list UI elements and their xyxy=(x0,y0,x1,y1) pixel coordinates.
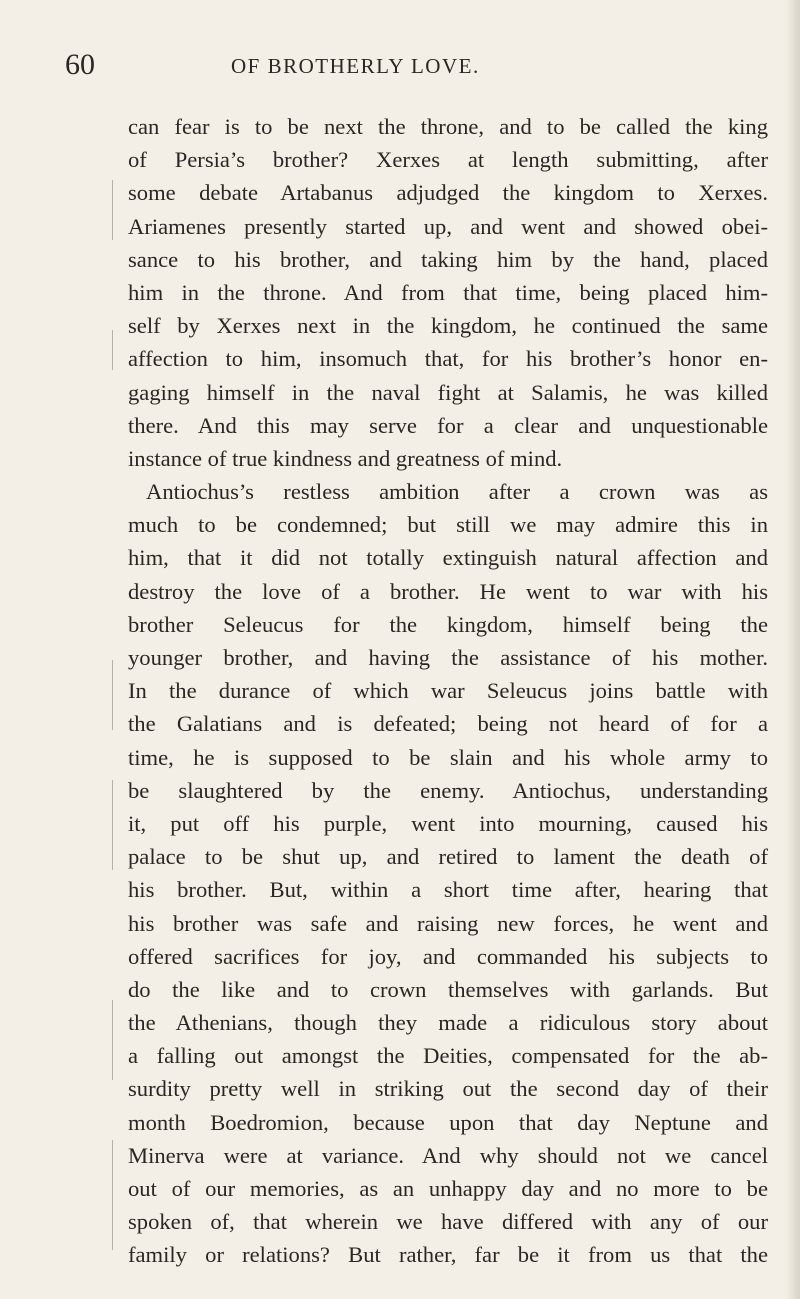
text-line: there. And this may serve for a clear and unquestionable xyxy=(128,412,768,438)
text-line: family or relations? But rather, far be it from us that the xyxy=(128,1242,768,1268)
text-line: brother Seleucus for the kingdom, himself being the xyxy=(128,611,768,637)
text-line: destroy the love of a brother. He went to war with his xyxy=(128,578,768,604)
text-line: his brother was safe and raising new forces, he went and xyxy=(128,910,768,936)
text-line: can fear is to be next the throne, and to be called the king xyxy=(128,114,768,139)
text-line: surdity pretty well in striking out the second day of their xyxy=(128,1076,768,1102)
text-line: self by Xerxes next in the kingdom, he continued the same xyxy=(128,313,768,339)
text-line: Minerva were at variance. And why should not we cancel xyxy=(128,1142,768,1168)
text-line: palace to be shut up, and retired to lament the death of xyxy=(128,844,768,870)
text-line: much to be condemned; but still we may admire this in xyxy=(128,512,768,538)
text-line: instance of true kindness and greatness of mind. xyxy=(128,445,563,471)
gutter-marks xyxy=(112,180,122,1250)
text-line: offered sacrifices for joy, and commanded his subjects to xyxy=(128,943,768,969)
text-line: Antiochus’s restless ambition after a crown was as xyxy=(146,479,768,505)
running-title: OF BROTHERLY LOVE. xyxy=(231,54,480,78)
text-line: his brother. But, within a short time after, hearing that xyxy=(128,877,768,903)
text-line: In the durance of which war Seleucus joins battle with xyxy=(128,678,768,704)
text-line: sance to his brother, and taking him by the hand, placed xyxy=(128,246,768,272)
running-head xyxy=(65,48,745,88)
page-number: 60 xyxy=(65,48,95,81)
text-line: be slaughtered by the enemy. Antiochus, understanding xyxy=(128,777,768,803)
text-line: him, that it did not totally extinguish natural affection and xyxy=(128,545,768,571)
text-line: him in the throne. And from that time, being placed him- xyxy=(128,279,768,305)
page-edge-shadow xyxy=(786,0,800,1299)
text-line: time, he is supposed to be slain and his whole army to xyxy=(128,744,768,770)
text-line: month Boedromion, because upon that day Neptune and xyxy=(128,1109,768,1135)
text-line: spoken of, that wherein we have differed with any of our xyxy=(128,1209,768,1235)
text-line: the Athenians, though they made a ridiculous story about xyxy=(128,1010,768,1036)
text-line: gaging himself in the naval fight at Salamis, he was killed xyxy=(128,379,768,405)
text-line: out of our memories, as an unhappy day and no more to be xyxy=(128,1176,768,1201)
text-line: younger brother, and having the assistance of his mother. xyxy=(128,645,768,670)
text-line: do the like and to crown themselves with garlands. But xyxy=(128,976,768,1002)
text-line: some debate Artabanus adjudged the kingdom to Xerxes. xyxy=(128,180,768,206)
text-line: of Persia’s brother? Xerxes at length submitting, after xyxy=(128,147,768,173)
text-line: it, put off his purple, went into mourning, caused his xyxy=(128,810,768,836)
text-line: Ariamenes presently started up, and went and showed obei- xyxy=(128,213,768,239)
body-text xyxy=(128,110,768,1272)
text-line: the Galatians and is defeated; being not heard of for a xyxy=(128,711,768,737)
text-line: a falling out amongst the Deities, compensated for the ab- xyxy=(128,1043,768,1069)
text-line: affection to him, insomuch that, for his brother’s honor en- xyxy=(128,346,768,372)
